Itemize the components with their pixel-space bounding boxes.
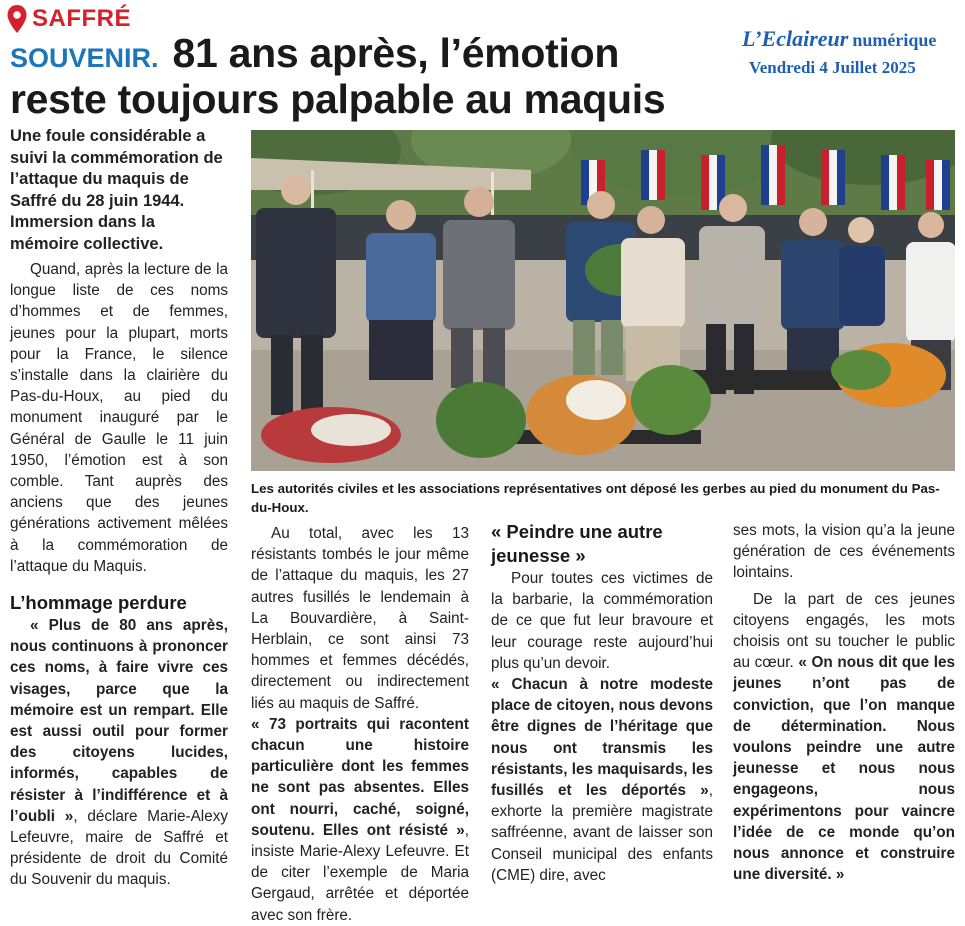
headline-part-1: 81 ans après, l’émotion xyxy=(172,30,620,76)
column-2 xyxy=(251,523,469,926)
lead-paragraph: Une foule considérable a suivi la commémoration de l’attaque du maquis de Saffré du 28 juin 1944. Immersion dans la mémoire collective. xyxy=(10,127,223,253)
col4-paragraph-2 xyxy=(733,589,955,886)
col3-quote: « Chacun à notre modeste place de citoyen, nous devons être dignes de l’héritage que nous ont transmis les résistants, les maquisards, les fusillés et les déportés » xyxy=(491,676,713,800)
photo-caption: Les autorités civiles et les associations représentatives ont déposé les gerbes au pied du monument du Pas-du-Houx. xyxy=(251,481,940,515)
col1-paragraph: Quand, après la lecture de la longue liste de ces noms d’hommes et de femmes, jeunes pour la plupart, morts pour la France, le silence s’installe dans la clairière du Pas-du-Houx, au pied du monument inauguré par le Général de Gaulle le 11 juin 1950, l’émotion est à son comble. Tant auprès des anciens que des jeunes générations activement mêlées à la commémoration de l’attaque du Maquis. xyxy=(10,261,228,575)
column-3 xyxy=(491,520,713,886)
publication-masthead xyxy=(742,26,936,52)
col2-quote-paragraph xyxy=(251,714,469,926)
col2-paragraph: Au total, avec les 13 résistants tombés le jour même de l’attaque du maquis, les 27 autres fusillés le lendemain à La Bouvardière, à Saint-Herblain, ce sont ainsi 73 hommes et femmes décédés, directement ou indirectement liés au maquis de Saffré. xyxy=(251,525,469,712)
col3-paragraph: Pour toutes ces victimes de la barbarie, la commémoration de ce que fut leur bravoure et leur courage reste aujourd’hui plus qu’un devoir. xyxy=(491,570,713,672)
column-1 xyxy=(10,126,228,891)
col4-text: De la part de ces jeunes citoyens engagés, les mots choisis ont su toucher le public au cœur. xyxy=(733,590,955,672)
section-heading-jeunesse: « Peindre une autre jeunesse » xyxy=(491,521,663,566)
headline-line-2: reste toujours palpable au maquis xyxy=(10,76,666,122)
publication-name: L’Eclaireur xyxy=(742,26,849,51)
col2-attribution: , insiste Marie-Alexy Lefeuvre. Et de citer l’exemple de Maria Gergaud, arrêtée et déportée avec son frère. xyxy=(251,821,469,924)
col1-quote: « Plus de 80 ans après, nous continuons à prononcer ces noms, à faire vivre ces visages, parce que la mémoire est un rempart. Elle est aussi outil pour former des citoyens lucides, informés, capables de résister à l’indifférence et à l’oubli » xyxy=(10,617,228,825)
col1-quote-paragraph xyxy=(10,615,228,891)
ceremony-photo xyxy=(251,130,955,471)
location-name: SAFFRÉ xyxy=(32,5,131,32)
headline-line-1 xyxy=(10,30,619,77)
col1-attribution: , déclare Marie-Alexy Lefeuvre, maire de Saffré et présidente de droit du Comité du Souvenir du maquis. xyxy=(10,807,229,889)
ceremony-photo-illustration xyxy=(251,130,955,471)
col4-paragraph-1: ses mots, la vision qu’a la jeune génération de ces événements lointains. xyxy=(733,522,955,582)
section-heading-hommage: L’hommage perdure xyxy=(10,592,187,614)
publication-subtitle: numérique xyxy=(852,30,937,50)
column-4 xyxy=(733,520,955,885)
col2-quote: « 73 portraits qui racontent chacun une histoire particulière dont les femmes ne sont pas absentes. Elles ont nourri, caché, soigné, soutenu. Elles ont résisté » xyxy=(251,715,469,839)
col3-attribution: , exhorte la première magistrate saffréenne, avant de laisser son Conseil municipal des enfants (CME) dire, avec xyxy=(491,782,713,884)
col4-quote: « On nous dit que les jeunes n’ont pas de conviction, que l’on manque de détermination. Nous voulons peindre une autre jeunesse et nous nous engageons, nous expérimentons pour vaincre l’idée de ce monde qu’on nous annonce et construire une diversité. » xyxy=(733,654,956,884)
publication-date: Vendredi 4 Juillet 2025 xyxy=(749,58,916,77)
section-kicker: SOUVENIR. xyxy=(10,43,159,73)
col3-quote-paragraph xyxy=(491,674,713,886)
